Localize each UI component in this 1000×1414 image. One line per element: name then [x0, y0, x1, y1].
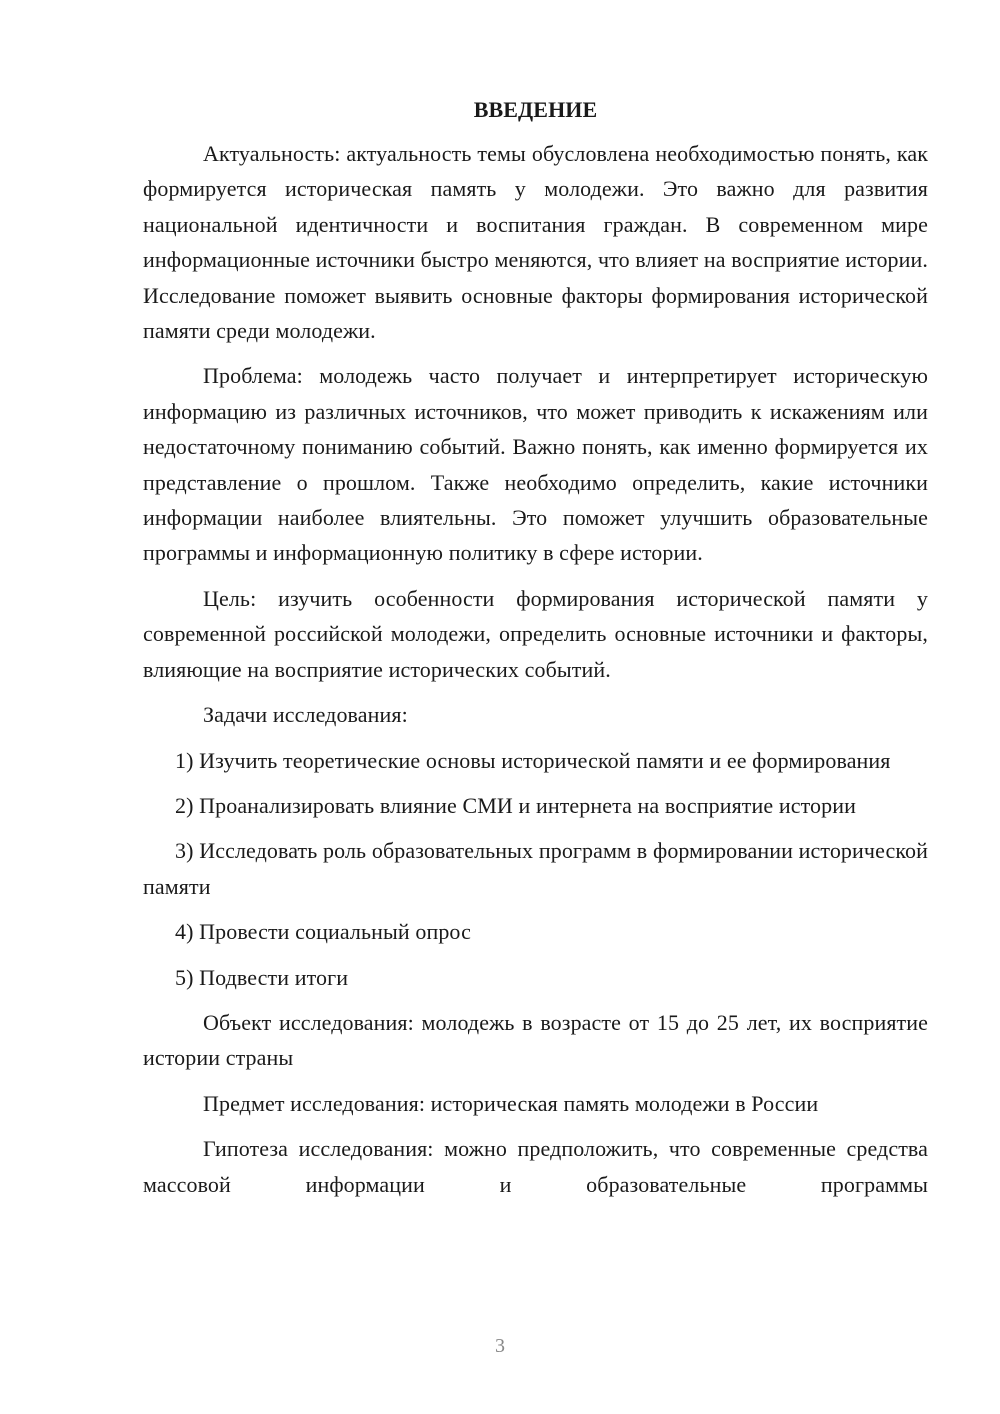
relevance-paragraph: Актуальность: актуальность темы обусловлена необходимостью понять, как формируется историческая память у молодежи. Это важно для развития национальной идентичности и воспитания граждан. В современном мире информационные источники быстро меняются, что влияет на восприятие истории. Исследование поможет выявить основные факторы формирования исторической памяти среди молодежи. [143, 141, 928, 344]
goal-paragraph: Цель: изучить особенности формирования исторической памяти у современной российской молодежи, определить основные источники и факторы, влияющие на восприятие исторических событий. [143, 585, 928, 682]
task-item: 1) Изучить теоретические основы исторической памяти и ее формирования [175, 747, 891, 773]
task-item: 4) Провести социальный опрос [175, 919, 471, 945]
section-title: ВВЕДЕНИЕ [473, 97, 598, 122]
tasks-heading: Задачи исследования: [203, 702, 408, 728]
problem-paragraph: Проблема: молодежь часто получает и интерпретирует историческую информацию из различных источников, что может приводить к искажениям или недостаточному пониманию событий. Важно понять, как именно формируется их представление о прошлом. Также необходимо определить, какие источники информации наиболее влиятельны. Это поможет улучшить образовательные программы и информационную политику в сфере истории. [143, 363, 928, 566]
task-item: 3) Исследовать роль образовательных программ в формировании исторической памяти [143, 838, 928, 899]
object-paragraph: Объект исследования: молодежь в возрасте от 15 до 25 лет, их восприятие истории страны [143, 1009, 928, 1071]
page-content [143, 95, 928, 1202]
task-item: 5) Подвести итоги [175, 964, 349, 990]
subject-paragraph: Предмет исследования: историческая память молодежи в России [203, 1090, 819, 1116]
task-item: 2) Проанализировать влияние СМИ и интернета на восприятие истории [175, 792, 856, 818]
hypothesis-paragraph: Гипотеза исследования: можно предположить, что современные средства массовой информации и образовательные программы [143, 1136, 928, 1197]
page-number: 3 [495, 1335, 505, 1357]
